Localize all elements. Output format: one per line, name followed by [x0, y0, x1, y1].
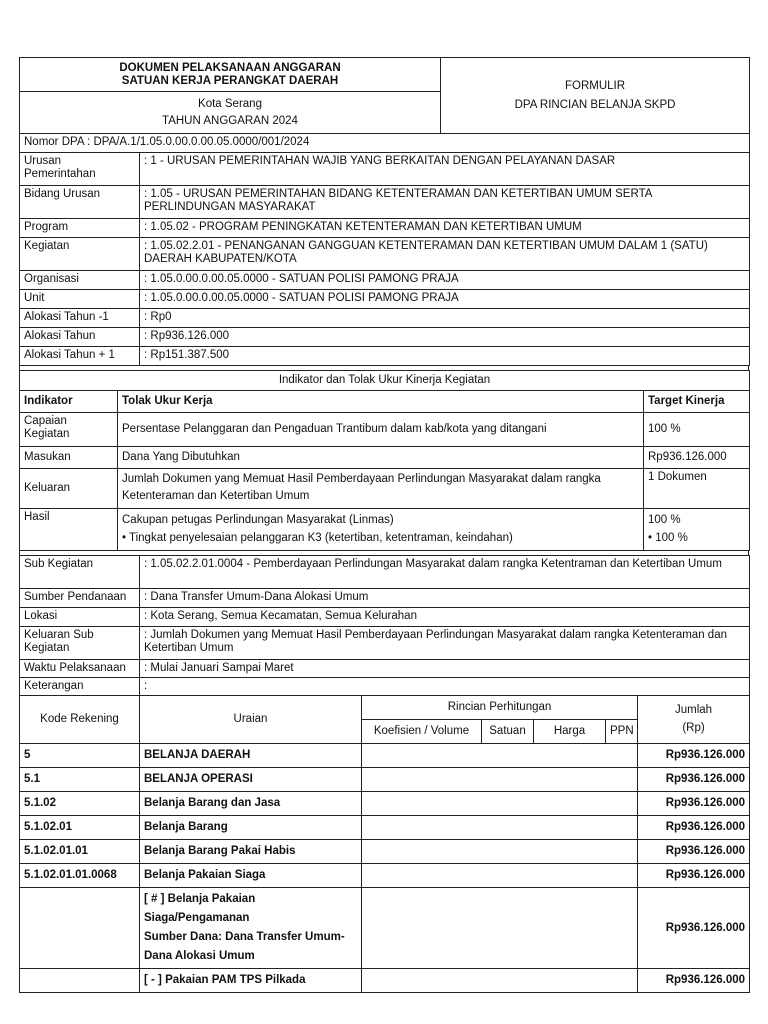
- info-value: : Rp936.126.000: [140, 327, 750, 346]
- tolak-ukur: Cakupan petugas Perlindungan Masyarakat (Linmas): [122, 513, 394, 526]
- sub-label: Sub Kegiatan: [20, 555, 140, 588]
- indikator-name: Capaian Kegiatan: [20, 412, 118, 446]
- tolak-ukur-cell: [118, 508, 644, 550]
- rincian-empty: [362, 864, 638, 888]
- info-label: Urusan Pemerintahan: [20, 152, 140, 185]
- info-label: Kegiatan: [20, 237, 140, 270]
- info-value: : Rp0: [140, 308, 750, 327]
- kode-rekening: 5.1.02: [20, 792, 140, 816]
- uraian: Belanja Barang Pakai Habis: [140, 840, 362, 864]
- table-row: [20, 864, 750, 888]
- nomor-dpa: Nomor DPA : DPA/A.1/1.05.0.00.0.00.05.0000/001/2024: [20, 134, 750, 152]
- kode-rekening: 5.1.02.01: [20, 816, 140, 840]
- header-uraian: Uraian: [140, 696, 362, 744]
- info-value: : 1.05 - URUSAN PEMERINTAHAN BIDANG KETENTERAMAN DAN KETERTIBAN UMUM SERTA PERLINDUNGAN MASYARAKAT: [140, 185, 750, 218]
- sub-value: : Jumlah Dokumen yang Memuat Hasil Pemberdayaan Perlindungan Masyarakat dalam rangka Ketenteraman dan Ketertiban Umum: [140, 626, 750, 659]
- info-label: Organisasi: [20, 270, 140, 289]
- sub-label: Keluaran Sub Kegiatan: [20, 626, 140, 659]
- city: Kota Serang: [198, 97, 262, 110]
- formulir-label: FORMULIR: [564, 79, 626, 92]
- table-row-item: [20, 969, 750, 993]
- info-label: Alokasi Tahun -1: [20, 308, 140, 327]
- uraian-group: [140, 888, 362, 969]
- header-jumlah: [638, 696, 750, 744]
- kode-rekening: 5.1.02.01.01.0068: [20, 864, 140, 888]
- sub-value: : Dana Transfer Umum-Dana Alokasi Umum: [140, 588, 750, 607]
- sub-value: : Mulai Januari Sampai Maret: [140, 659, 750, 677]
- fiscal-year: TAHUN ANGGARAN 2024: [162, 114, 298, 127]
- tolak-ukur: • Tingkat penyelesaian pelanggaran K3 (ketertiban, ketentraman, keindahan): [122, 531, 513, 544]
- kode-rekening: 5.1: [20, 768, 140, 792]
- kode-rekening-empty: [20, 888, 140, 969]
- info-value: : Rp151.387.500: [140, 346, 750, 365]
- header-ppn: PPN: [606, 720, 638, 744]
- header-indikator: Indikator: [20, 390, 118, 412]
- header-harga: Harga: [534, 720, 606, 744]
- jumlah: Rp936.126.000: [638, 864, 750, 888]
- kode-rekening: 5: [20, 744, 140, 768]
- formulir-cell: [441, 58, 750, 134]
- header-satuan: Satuan: [482, 720, 534, 744]
- rincian-empty: [362, 840, 638, 864]
- header-target: Target Kinerja: [644, 390, 750, 412]
- header-kode-rekening: Kode Rekening: [20, 696, 140, 744]
- table-row: [20, 792, 750, 816]
- uraian: Belanja Pakaian Siaga: [140, 864, 362, 888]
- sub-value: : 1.05.02.2.01.0004 - Pemberdayaan Perlindungan Masyarakat dalam rangka Ketentraman dan Ketertiban Umum: [140, 555, 750, 588]
- indikator-name: Masukan: [20, 446, 118, 468]
- table-row: [20, 768, 750, 792]
- info-label: Alokasi Tahun: [20, 327, 140, 346]
- rincian-table: [19, 696, 750, 994]
- target: 1 Dokumen: [644, 468, 750, 508]
- header-jumlah-label: Jumlah: [674, 704, 713, 717]
- table-row-group: [20, 888, 750, 969]
- target: 100 %: [644, 412, 750, 446]
- info-value: : 1.05.0.00.0.00.05.0000 - SATUAN POLISI PAMONG PRAJA: [140, 270, 750, 289]
- jumlah: Rp936.126.000: [638, 768, 750, 792]
- info-value: : 1.05.02.2.01 - PENANGANAN GANGGUAN KETENTERAMAN DAN KETERTIBAN UMUM DALAM 1 (SATU) DAERAH KABUPATEN/KOTA: [140, 237, 750, 270]
- uraian: Belanja Barang: [140, 816, 362, 840]
- tolak-ukur: Dana Yang Dibutuhkan: [118, 446, 644, 468]
- dpa-document: [19, 57, 749, 993]
- sub-label: Lokasi: [20, 607, 140, 626]
- sub-label: Keterangan: [20, 677, 140, 695]
- jumlah: Rp936.126.000: [638, 792, 750, 816]
- indikator-name: Hasil: [20, 508, 118, 550]
- info-value: : 1.05.0.00.0.00.05.0000 - SATUAN POLISI PAMONG PRAJA: [140, 289, 750, 308]
- target-cell: [644, 508, 750, 550]
- city-year-cell: [20, 92, 441, 134]
- header-rincian-perhitungan: Rincian Perhitungan: [362, 696, 638, 720]
- jumlah: Rp936.126.000: [638, 816, 750, 840]
- group-sumber-dana: Sumber Dana: Dana Transfer Umum-Dana Alokasi Umum: [144, 931, 345, 962]
- header-koefisien: Koefisien / Volume: [362, 720, 482, 744]
- table-row: [20, 816, 750, 840]
- indikator-title: Indikator dan Tolak Ukur Kinerja Kegiatan: [20, 370, 750, 390]
- header-table: [19, 57, 750, 134]
- jumlah: Rp936.126.000: [638, 744, 750, 768]
- jumlah: Rp936.126.000: [638, 969, 750, 993]
- group-title: [ # ] Belanja Pakaian Siaga/Pengamanan: [144, 893, 256, 924]
- target: 100 %: [648, 513, 681, 526]
- indikator-table: [19, 370, 750, 551]
- table-row: [20, 840, 750, 864]
- rincian-empty: [362, 768, 638, 792]
- info-table: [19, 134, 750, 366]
- rincian-empty: [362, 744, 638, 768]
- uraian: Belanja Barang dan Jasa: [140, 792, 362, 816]
- uraian-item: [ - ] Pakaian PAM TPS Pilkada: [140, 969, 362, 993]
- indikator-name: Keluaran: [20, 468, 118, 508]
- rincian-empty: [362, 792, 638, 816]
- rincian-empty: [362, 969, 638, 993]
- uraian: BELANJA OPERASI: [140, 768, 362, 792]
- title-line-2: SATUAN KERJA PERANGKAT DAERAH: [121, 75, 339, 87]
- jumlah: Rp936.126.000: [638, 840, 750, 864]
- kode-rekening: 5.1.02.01.01: [20, 840, 140, 864]
- tolak-ukur: Jumlah Dokumen yang Memuat Hasil Pemberdayaan Perlindungan Masyarakat dalam rangka Ketenteraman dan Ketertiban Umum: [118, 468, 644, 508]
- formulir-name: DPA RINCIAN BELANJA SKPD: [514, 98, 676, 111]
- header-jumlah-unit: (Rp): [682, 722, 705, 735]
- target: • 100 %: [648, 531, 688, 544]
- info-value: : 1 - URUSAN PEMERINTAHAN WAJIB YANG BERKAITAN DENGAN PELAYANAN DASAR: [140, 152, 750, 185]
- kode-rekening-empty: [20, 969, 140, 993]
- target: Rp936.126.000: [644, 446, 750, 468]
- uraian: BELANJA DAERAH: [140, 744, 362, 768]
- jumlah: Rp936.126.000: [638, 888, 750, 969]
- info-label: Bidang Urusan: [20, 185, 140, 218]
- document-title: [20, 58, 441, 92]
- tolak-ukur: Persentase Pelanggaran dan Pengaduan Trantibum dalam kab/kota yang ditangani: [118, 412, 644, 446]
- info-value: : 1.05.02 - PROGRAM PENINGKATAN KETENTERAMAN DAN KETERTIBAN UMUM: [140, 218, 750, 237]
- info-label: Program: [20, 218, 140, 237]
- sub-kegiatan-table: [19, 555, 750, 696]
- sub-label: Waktu Pelaksanaan: [20, 659, 140, 677]
- rincian-empty: [362, 888, 638, 969]
- info-label: Unit: [20, 289, 140, 308]
- sub-value: : Kota Serang, Semua Kecamatan, Semua Kelurahan: [140, 607, 750, 626]
- info-label: Alokasi Tahun + 1: [20, 346, 140, 365]
- sub-label: Sumber Pendanaan: [20, 588, 140, 607]
- rincian-empty: [362, 816, 638, 840]
- title-line-1: DOKUMEN PELAKSANAAN ANGGARAN: [119, 62, 341, 74]
- sub-value: :: [140, 677, 750, 695]
- header-tolak-ukur: Tolak Ukur Kerja: [118, 390, 644, 412]
- table-row: [20, 744, 750, 768]
